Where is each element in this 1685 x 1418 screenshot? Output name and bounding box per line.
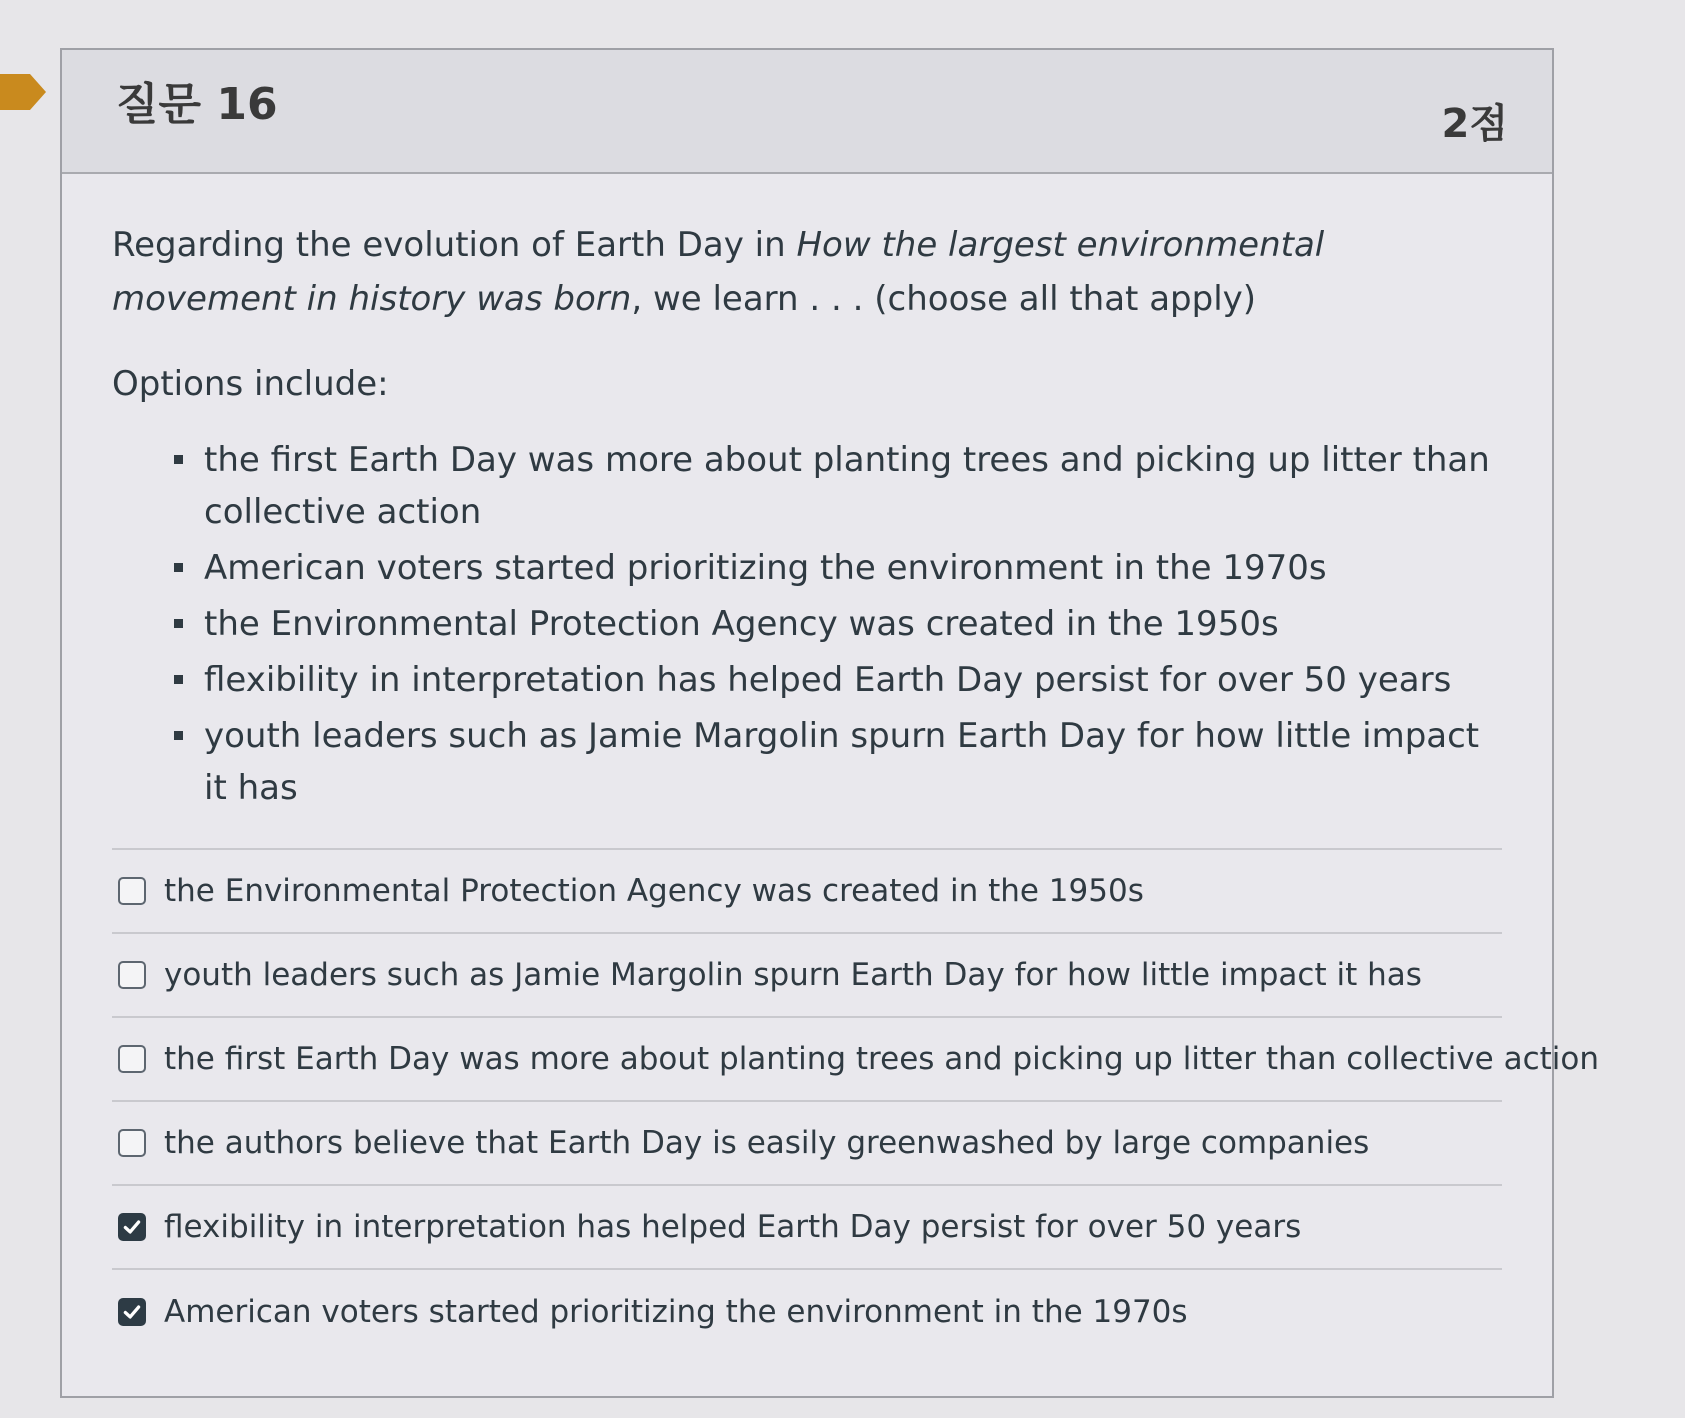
bullet-icon — [174, 563, 183, 572]
question-header — [62, 50, 1552, 174]
answer-option[interactable] — [112, 1102, 1502, 1186]
answer-option[interactable] — [112, 934, 1502, 1018]
answer-option[interactable] — [112, 1270, 1502, 1354]
question-points: 2점 — [1441, 101, 1508, 147]
answer-option[interactable] — [112, 1018, 1600, 1102]
answer-label[interactable]: the first Earth Day was more about planting trees and picking up litter than collective action — [164, 1041, 1600, 1077]
answer-label[interactable]: flexibility in interpretation has helped Earth Day persist for over 50 years — [164, 1209, 1302, 1245]
question-text-italic: How the largest environmental movement in history was born — [112, 225, 1325, 319]
answer-option[interactable] — [112, 1186, 1502, 1270]
question-card — [60, 48, 1600, 1398]
checkmark-icon — [121, 1216, 143, 1238]
bullet-item — [174, 598, 1502, 650]
bullet-icon — [174, 731, 183, 740]
answer-option[interactable] — [112, 850, 1502, 934]
bullet-item — [174, 654, 1502, 706]
bullet-icon — [174, 455, 183, 464]
bullet-text: youth leaders such as Jamie Margolin spurn Earth Day for how little impact it has — [204, 716, 1480, 808]
bullet-text: the Environmental Protection Agency was created in the 1950s — [204, 604, 1279, 644]
answer-label[interactable]: American voters started prioritizing the environment in the 1970s — [164, 1294, 1188, 1330]
bullet-item — [174, 710, 1502, 814]
bullet-text: American voters started prioritizing the environment in the 1970s — [204, 548, 1327, 588]
question-text-before: Regarding the evolution of Earth Day in — [112, 225, 797, 265]
bullet-icon — [174, 619, 183, 628]
checkbox[interactable] — [118, 961, 146, 989]
answer-label[interactable]: the authors believe that Earth Day is easily greenwashed by large companies — [164, 1125, 1370, 1161]
bullet-text: the first Earth Day was more about planting trees and picking up litter than collective action — [204, 440, 1490, 532]
bullet-item — [174, 434, 1502, 538]
checkbox[interactable] — [118, 877, 146, 905]
question-title: 질문 16 — [116, 79, 278, 130]
checkbox[interactable] — [118, 1213, 146, 1241]
bullet-text: flexibility in interpretation has helped Earth Day persist for over 50 years — [204, 660, 1452, 700]
answer-label[interactable]: the Environmental Protection Agency was created in the 1950s — [164, 873, 1144, 909]
checkbox[interactable] — [118, 1298, 146, 1326]
checkbox[interactable] — [118, 1129, 146, 1157]
checkmark-icon — [121, 1301, 143, 1323]
question-text — [112, 218, 1502, 326]
bullet-icon — [174, 675, 183, 684]
answer-list — [112, 848, 1600, 1354]
question-body — [62, 174, 1600, 1354]
question-text-after: , we learn . . . (choose all that apply) — [631, 279, 1257, 319]
options-bullet-list — [112, 434, 1502, 814]
checkbox[interactable] — [118, 1045, 146, 1073]
options-label: Options include: — [112, 364, 389, 404]
bullet-item — [174, 542, 1502, 594]
question-flag-icon[interactable] — [0, 72, 48, 112]
answer-label[interactable]: youth leaders such as Jamie Margolin spurn Earth Day for how little impact it has — [164, 957, 1422, 993]
